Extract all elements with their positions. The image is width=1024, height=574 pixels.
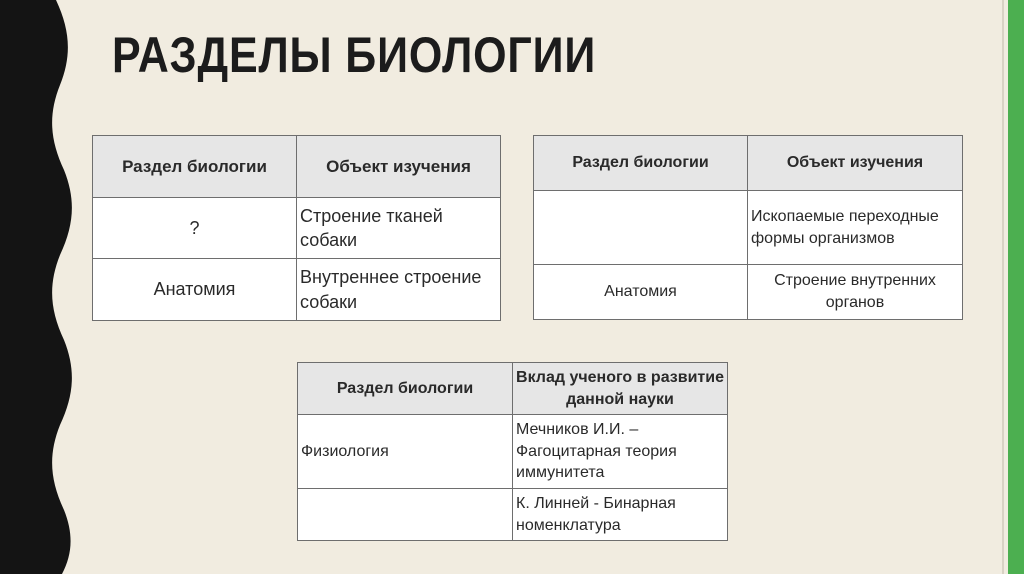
table-row [534,191,963,265]
right-accent-stripe [1002,0,1024,574]
table-row [93,198,501,259]
cell-contribution: Мечников И.И. – Фагоцитарная теория иммунитета [513,415,728,489]
cell-section [298,489,513,541]
cell-section: Анатомия [534,265,748,320]
green-stripe [1008,0,1024,574]
table-organisms-study [533,135,963,320]
page-title: РАЗДЕЛЫ БИОЛОГИИ [112,27,597,83]
header-section: Раздел биологии [298,363,513,415]
table-scientist-contribution [297,362,728,541]
cell-object: Внутреннее строение собаки [297,259,501,321]
table-row [298,415,728,489]
cell-object: Строение внутренних органов [748,265,963,320]
header-contribution: Вклад ученого в развитие данной науки [513,363,728,415]
table-row [534,265,963,320]
cell-section: Физиология [298,415,513,489]
table-header-row [93,136,501,198]
cell-object: Ископаемые переходные формы организмов [748,191,963,265]
table-header-row [298,363,728,415]
cell-section: ? [93,198,297,259]
table-dog-study [92,135,501,321]
table-row [93,259,501,321]
header-object: Объект изучения [748,136,963,191]
cell-section [534,191,748,265]
cell-section: Анатомия [93,259,297,321]
stripe-divider [1002,0,1004,574]
header-object: Объект изучения [297,136,501,198]
header-section: Раздел биологии [534,136,748,191]
left-decorative-band [0,0,80,574]
cell-contribution: К. Линней - Бинарная номенклатура [513,489,728,541]
table-header-row [534,136,963,191]
table-row [298,489,728,541]
header-section: Раздел биологии [93,136,297,198]
cell-object: Строение тканей собаки [297,198,501,259]
